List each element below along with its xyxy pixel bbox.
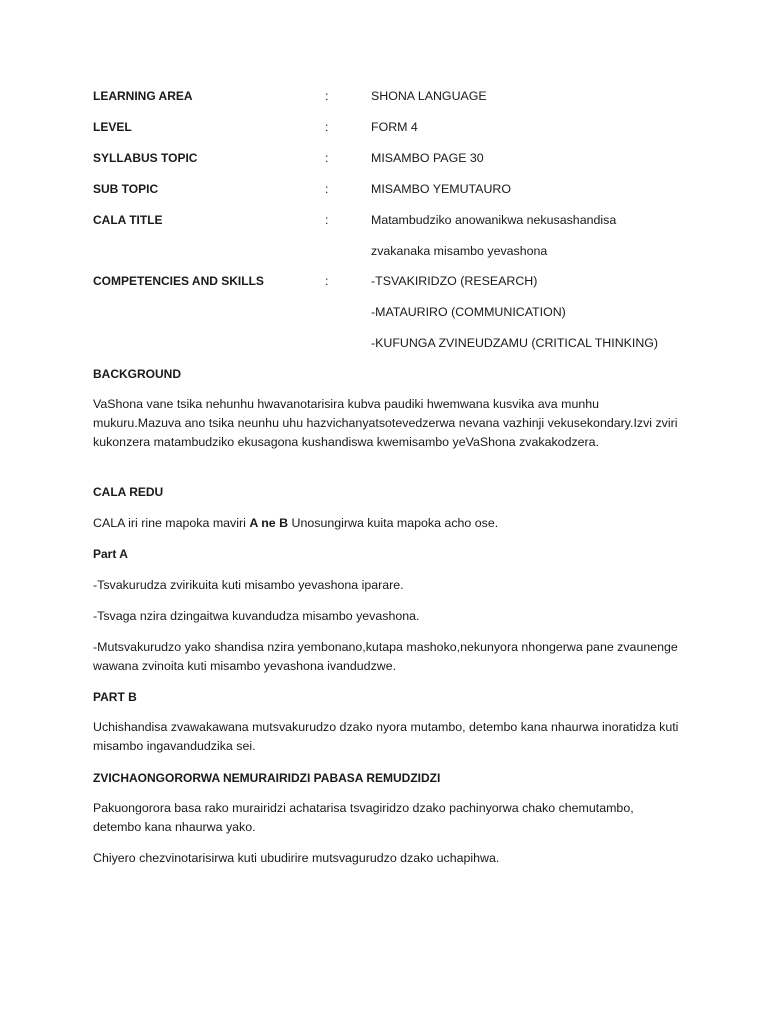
background-heading: BACKGROUND — [93, 367, 181, 381]
part-a-item: -Tsvaga nzira dzingaitwa kuvandudza misambo yevashona. — [93, 609, 420, 623]
header-label: LEARNING AREA — [93, 89, 193, 103]
header-colon: : — [325, 274, 329, 288]
header-colon: : — [325, 151, 329, 165]
header-colon: : — [325, 213, 329, 227]
assessment-heading: ZVICHAONGORORWA NEMURAIRIDZI PABASA REMUDZIDZI — [93, 771, 441, 785]
header-value: zvakanaka misambo yevashona — [371, 244, 548, 258]
header-label: LEVEL — [93, 120, 132, 134]
part-a-item: -Mutsvakurudzo yako shandisa nzira yembonano,kutapa mashoko,nekunyora nhongerwa pane zvaunenge wawana zvinoita kuti misambo yevashona ivandudzwe. — [93, 640, 678, 673]
skill-item: -MATAURIRO (COMMUNICATION) — [371, 305, 566, 319]
skill-item: -KUFUNGA ZVINEUDZAMU (CRITICAL THINKING) — [371, 336, 659, 350]
part-b-text: Uchishandisa zvawakawana mutsvakurudzo dzako nyora mutambo, detembo kana nhaurwa inoratidza kuti misambo ingavandudzika sei. — [93, 720, 679, 753]
header-colon: : — [325, 182, 329, 196]
header-label: SUB TOPIC — [93, 182, 159, 196]
header-value: Matambudziko anowanikwa nekusashandisa — [371, 213, 617, 227]
cala-redu-groups: A ne B — [249, 516, 289, 530]
header-colon: : — [325, 89, 329, 103]
cala-redu-text-end: Unosungirwa kuita mapoka acho ose. — [288, 516, 499, 530]
header-label: COMPETENCIES AND SKILLS — [93, 274, 264, 288]
cala-redu-heading: CALA REDU — [93, 485, 164, 499]
header-label: SYLLABUS TOPIC — [93, 151, 198, 165]
part-b-heading: PART B — [93, 690, 137, 704]
cala-redu-text — [93, 514, 683, 533]
cala-redu-text-start: CALA iri rine mapoka maviri — [93, 516, 250, 530]
header-value: FORM 4 — [371, 120, 418, 134]
part-a-item: -Tsvakurudza zvirikuita kuti misambo yevashona iparare. — [93, 578, 404, 592]
background-text: VaShona vane tsika nehunhu hwavanotarisira kubva paudiki hwemwana kusvika ava munhu mukuru.Mazuva ano tsika neunhu uhu hazvichanyatsotevedzerwa nevana vazhinji vekusekondary.Izvi zviri kukonzera matambudziko ekusagona kushandiswa kwemisambo yeVaShona zvakakodzera. — [93, 397, 678, 449]
header-label: CALA TITLE — [93, 213, 163, 227]
assessment-paragraph: Chiyero chezvinotarisirwa kuti ubudirire mutsvagurudzo dzako uchapihwa. — [93, 851, 500, 865]
header-value: SHONA LANGUAGE — [371, 89, 487, 103]
assessment-paragraph: Pakuongorora basa rako murairidzi achatarisa tsvagiridzo dzako pachinyorwa chako chemutambo, detembo kana nhaurwa yako. — [93, 801, 634, 834]
header-value: MISAMBO YEMUTAURO — [371, 182, 511, 196]
part-a-heading: Part A — [93, 547, 128, 561]
header-colon: : — [325, 120, 329, 134]
header-value: MISAMBO PAGE 30 — [371, 151, 484, 165]
skill-item: -TSVAKIRIDZO (RESEARCH) — [371, 274, 538, 288]
